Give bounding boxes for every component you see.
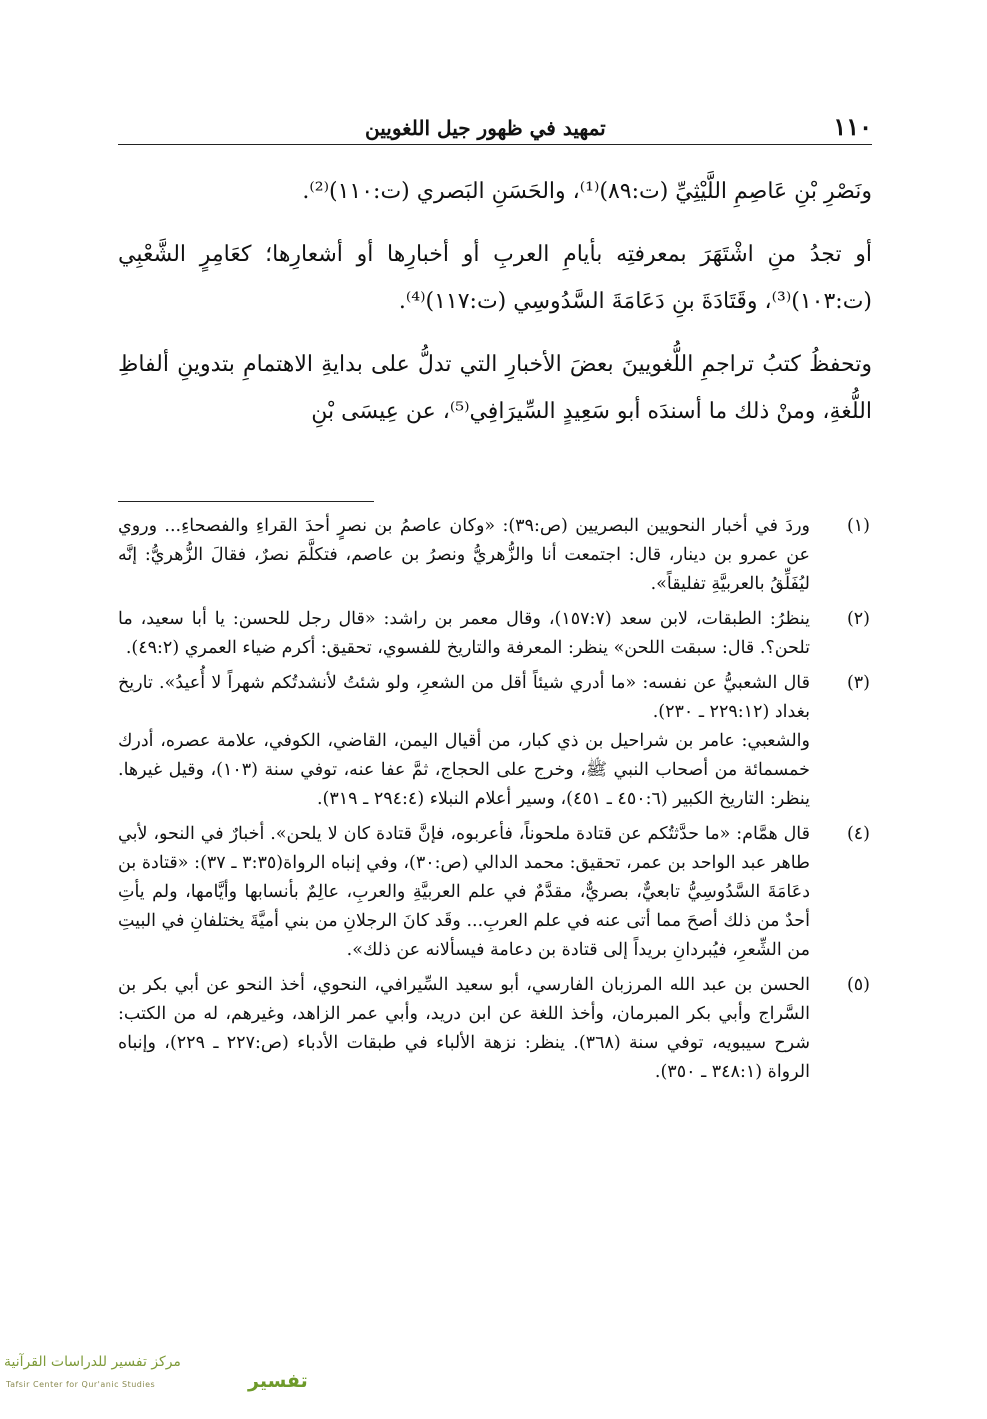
- footnote: [118, 820, 872, 965]
- footnote-number: (٣): [846, 673, 870, 693]
- footnote-paragraph: ينظرُ: الطبقات، لابن سعد (١٥٧:٧)، وقال معمر بن راشد: «قال رجل للحسن: يا أبا سعيد، ما تلحن؟. قال: سبقت اللحن» ينظر: المعرفة والتاريخ للفسوي، تحقيق: أكرم ضياء العمري (٤٩:٢).: [118, 609, 810, 658]
- paragraph: ونَصْرِ بْنِ عَاصِمِ اللَّيْثِيِّ (ت:٨٩)⁽¹⁾، والحَسَنِ البَصري (ت:١١٠)⁽²⁾.: [302, 179, 872, 204]
- paragraph: وتحفظُ كتبُ تراجمِ اللُّغويينَ بعضَ الأخبارِ التي تدلُّ على بدايةِ الاهتمامِ بتدوينِ ألفاظِ اللُّغةِ، ومنْ ذلك ما أسندَه أبو سَعِيدٍ السِّيرَافِي⁽⁵⁾، عن عِيسَى بْنِ: [118, 352, 872, 424]
- page-header: [118, 110, 872, 145]
- footnote-paragraph: والشعبي: عامر بن شراحيل بن ذي كبار، من أقيال اليمن، القاضي، الكوفي، علامة عصره، أدرك خمسمائة من أصحاب النبي ﷺ، وخرج على الحجاج، ثمَّ عفا عنه، توفي سنة (١٠٣)، وقيل غيرها. ينظر: التاريخ الكبير (٤٥٠:٦ ـ ٤٥١)، وسير أعلام النبلاء (٢٩٤:٤ ـ ٣١٩).: [118, 731, 810, 809]
- running-title: تمهيد في ظهور جيل اللغويين: [365, 116, 606, 140]
- footnote: [118, 512, 872, 599]
- book-page: [118, 0, 872, 1419]
- footnote-number: (١): [846, 516, 870, 536]
- footnote-text: [118, 605, 810, 663]
- footnotes: [118, 512, 872, 1093]
- footnote: [118, 971, 872, 1087]
- logo-arabic-name: مركز تفسير للدراسات القرآنية: [4, 1354, 181, 1370]
- footnote-paragraph: وردَ في أخبار النحويين البصريين (ص:٣٩): «وكان عاصمُ بن نصرٍ أحدَ القراءِ والفصحاءِ... وروي عن عمرو بن دينار، قال: اجتمعت أنا والزُّهريُّ ونصرُ بن عاصم، فتكلَّمَ نصرٌ، فقالَ الزُّهريُّ: إنَّه ليُفَلِّقُ بالعربيَّةِ تفليقاً».: [118, 516, 810, 594]
- footnote: [118, 669, 872, 814]
- footnote-number: (٢): [846, 609, 870, 629]
- footnote: [118, 605, 872, 663]
- tafsir-center-logo: [0, 1350, 308, 1405]
- logo-english-name: Tafsir Center for Qur'anic Studies: [6, 1380, 156, 1389]
- footnote-number: (٤): [846, 824, 870, 844]
- footnote-number: (٥): [846, 975, 870, 995]
- footnote-text: [118, 512, 810, 599]
- footnote-paragraph: قال الشعبيُّ عن نفسه: «ما أدري شيئاً أقل من الشعرِ، ولو شئتُ لأنشدتُكم شهراً لا أُعيدُ». تاريخ بغداد (٢٢٩:١٢ ـ ٢٣٠).: [118, 673, 810, 722]
- logo-word-mark: تفسير: [248, 1370, 308, 1392]
- footnote-text: [118, 971, 810, 1087]
- footnote-text: [118, 820, 810, 965]
- footnote-separator: [118, 501, 374, 502]
- footnote-paragraph: قال همَّام: «ما حدَّثتُكم عن قتادة ملحوناً، فأعربوه، فإنَّ قتادة كان لا يلحن». أخبارٌ في النحو، لأبي طاهر عبد الواحد بن عمر، تحقيق: محمد الدالي (ص:٣٠)، وفي إنباه الرواة(٣:٣٥ ـ ٣٧): «قتادة بن دعَامَةَ السَّدُوسِيُّ تابعيٌّ، بصريٌّ، مقدَّمٌ في علم العربيَّةِ والعربِ، عالِمٌ بأنسابها وأيَّامها، ولم يأتِ أحدٌ من ذلك أصحَ مما أتى عنه في علم العربِ... وقَد كانَ الرجلانِ من بني أميَّةَ يختلفانِ في البيتِ من الشِّعرِ، فيُبردانِ بريداً إلى قتادة بن دعامة فيسألانه عن ذلك».: [118, 824, 810, 960]
- page-number: ١١٠: [833, 112, 872, 141]
- main-text: [118, 168, 872, 451]
- footnote-text: [118, 669, 810, 814]
- footnote-paragraph: الحسن بن عبد الله المرزبان الفارسي، أبو سعيد السِّيرافي، النحوي، أخذ النحو عن أبي بكر بن السَّراج وأبي بكر المبرمان، وأخذ اللغة عن ابن دريد، وأبي عمر الزاهد، وغيرهم، له من الكتب: شرح سيبويه، توفي سنة (٣٦٨). ينظر: نزهة الألباء في طبقات الأدباء (ص:٢٢٧ ـ ٢٢٩)، وإنباه الرواة (٣٤٨:١ ـ ٣٥٠).: [118, 975, 810, 1082]
- paragraph: أو تجدُ منِ اشْتَهَرَ بمعرفتِه بأيامِ العربِ أو أخبارِها أو أشعارِها؛ كعَامِرٍ الشَّعْبِي (ت:١٠٣)⁽³⁾، وقَتَادَةَ بنِ دَعَامَةَ السَّدُوسِي (ت:١١٧)⁽⁴⁾.: [118, 242, 872, 314]
